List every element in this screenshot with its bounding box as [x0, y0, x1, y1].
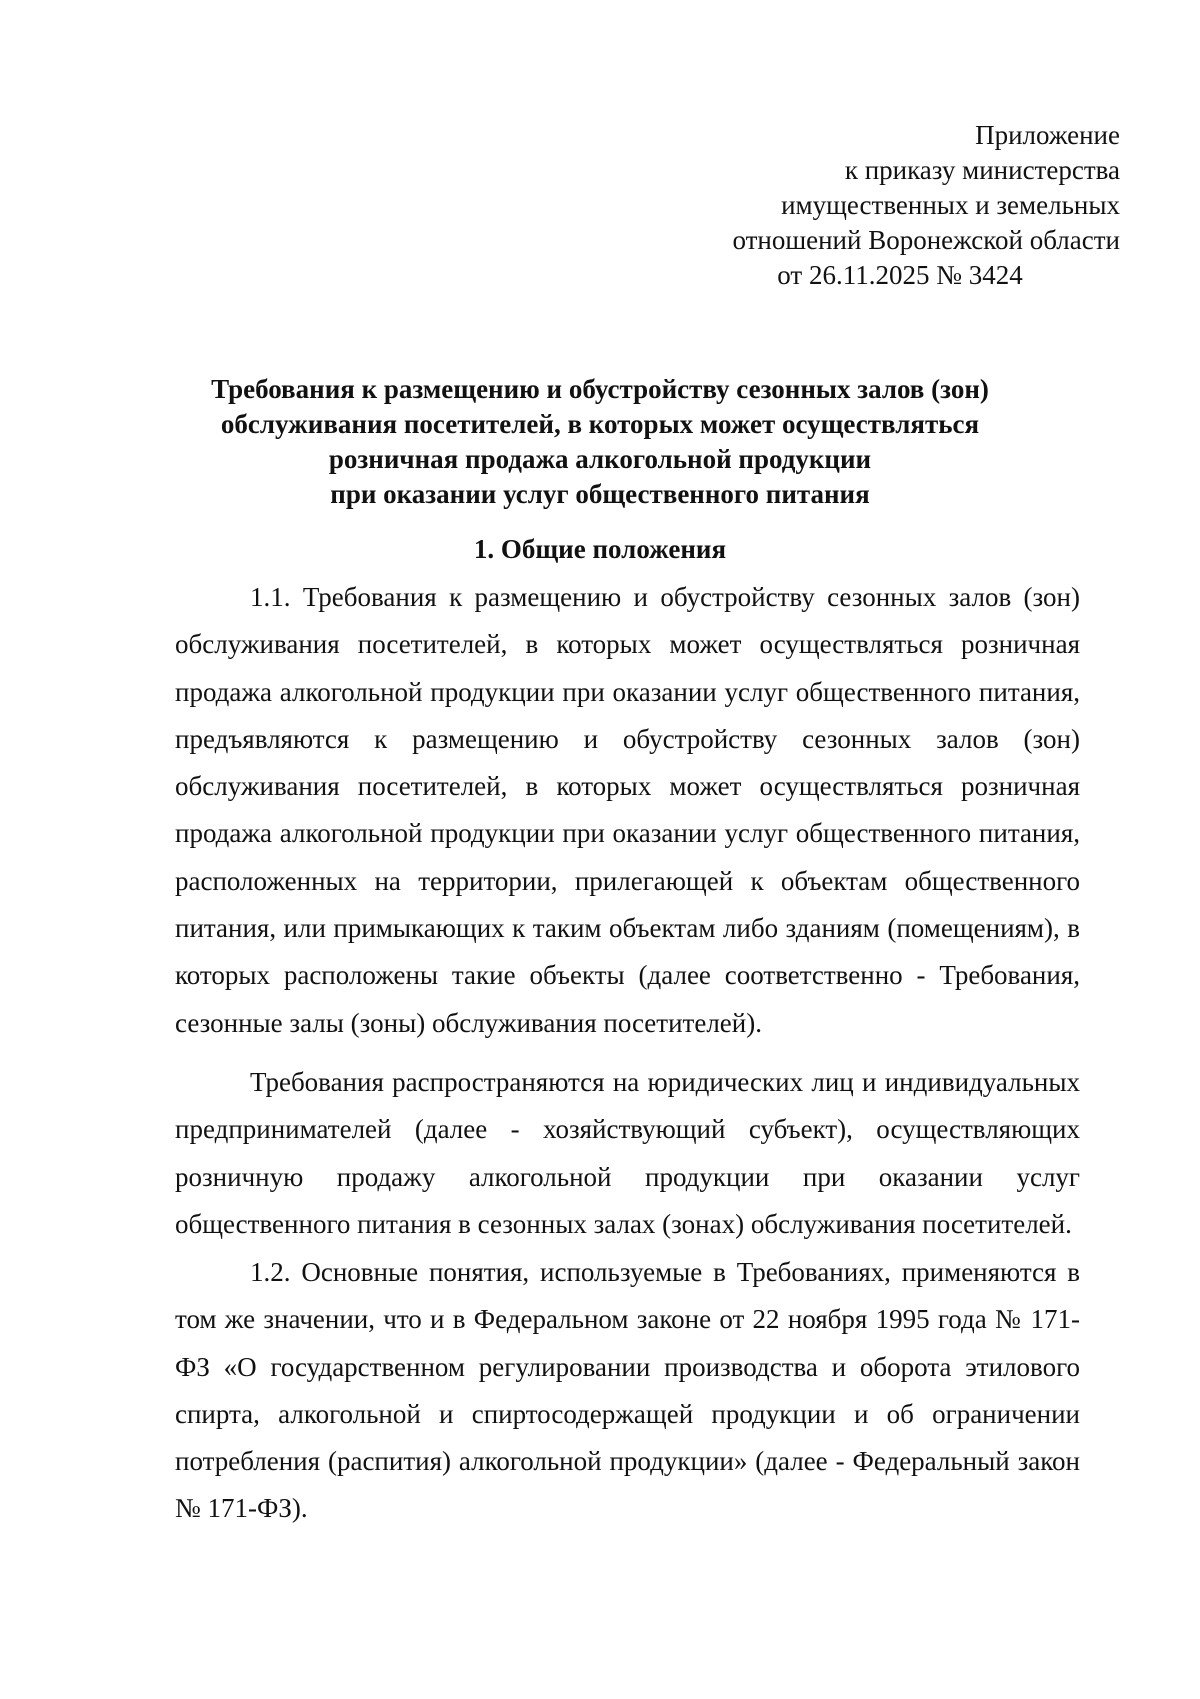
paragraph-1-1: [175, 574, 1080, 1047]
text-line: ФЗ «О государственном регулировании производства и оборота этилового: [175, 1351, 1080, 1382]
text-line: 1.2. Основные понятия, используемые в Требованиях, применяются в: [250, 1257, 1080, 1287]
text-line: питания, или примыкающих к таким объектам либо зданиям (помещениям), в: [175, 913, 1080, 944]
text-line: обслуживания посетителей, в которых может осуществляться розничная: [175, 629, 1080, 660]
text-line: продажа алкогольной продукции при оказании услуг общественного питания,: [175, 676, 1080, 707]
annex-line: к приказу министерства: [844, 155, 1120, 185]
text-line: том же значении, что и в Федеральном законе от 22 ноября 1995 года № 171-: [175, 1304, 1080, 1335]
annex-header: [640, 118, 1120, 293]
text-line: розничную продажу алкогольной продукции при оказании услуг: [175, 1161, 1080, 1192]
text-line: предъявляются к размещению и обустройству сезонных залов (зон): [175, 723, 1080, 754]
text-line: Требования распространяются на юридических лиц и индивидуальных: [250, 1067, 1080, 1097]
text-line: спирта, алкогольной и спиртосодержащей продукции и об ограничении: [175, 1398, 1080, 1429]
title-line: обслуживания посетителей, в которых может осуществляться: [220, 409, 980, 439]
paragraph-1-2: [175, 1249, 1080, 1533]
section-heading: 1. Общие положения: [473, 534, 727, 564]
text-line: № 171-ФЗ).: [175, 1493, 308, 1524]
annex-line: Приложение: [975, 120, 1120, 150]
paragraph-scope: [175, 1059, 1080, 1248]
annex-line: отношений Воронежской области: [732, 225, 1120, 255]
text-line: которых расположены такие объекты (далее соответственно - Требования,: [175, 960, 1080, 991]
title-line: при оказании услуг общественного питания: [330, 479, 870, 509]
text-line: общественного питания в сезонных залах (зонах) обслуживания посетителей.: [175, 1208, 1072, 1239]
text-line: обслуживания посетителей, в которых может осуществляться розничная: [175, 771, 1080, 802]
text-line: сезонные залы (зоны) обслуживания посетителей).: [175, 1007, 762, 1038]
text-line: расположенных на территории, прилегающей к объектам общественного: [175, 865, 1080, 896]
title-line: розничная продажа алкогольной продукции: [328, 444, 872, 474]
text-line: предпринимателей (далее - хозяйствующий субъект), осуществляющих: [175, 1114, 1080, 1145]
text-line: 1.1. Требования к размещению и обустройству сезонных залов (зон): [250, 582, 1080, 612]
text-line: продажа алкогольной продукции при оказании услуг общественного питания,: [175, 818, 1080, 849]
document-title: [180, 372, 1020, 512]
title-line: Требования к размещению и обустройству сезонных залов (зон): [211, 374, 989, 404]
text-line: потребления (распития) алкогольной продукции» (далее - Федеральный закон: [175, 1446, 1080, 1477]
annex-line: от 26.11.2025 № 3424: [777, 260, 1023, 290]
annex-line: имущественных и земельных: [781, 190, 1120, 220]
